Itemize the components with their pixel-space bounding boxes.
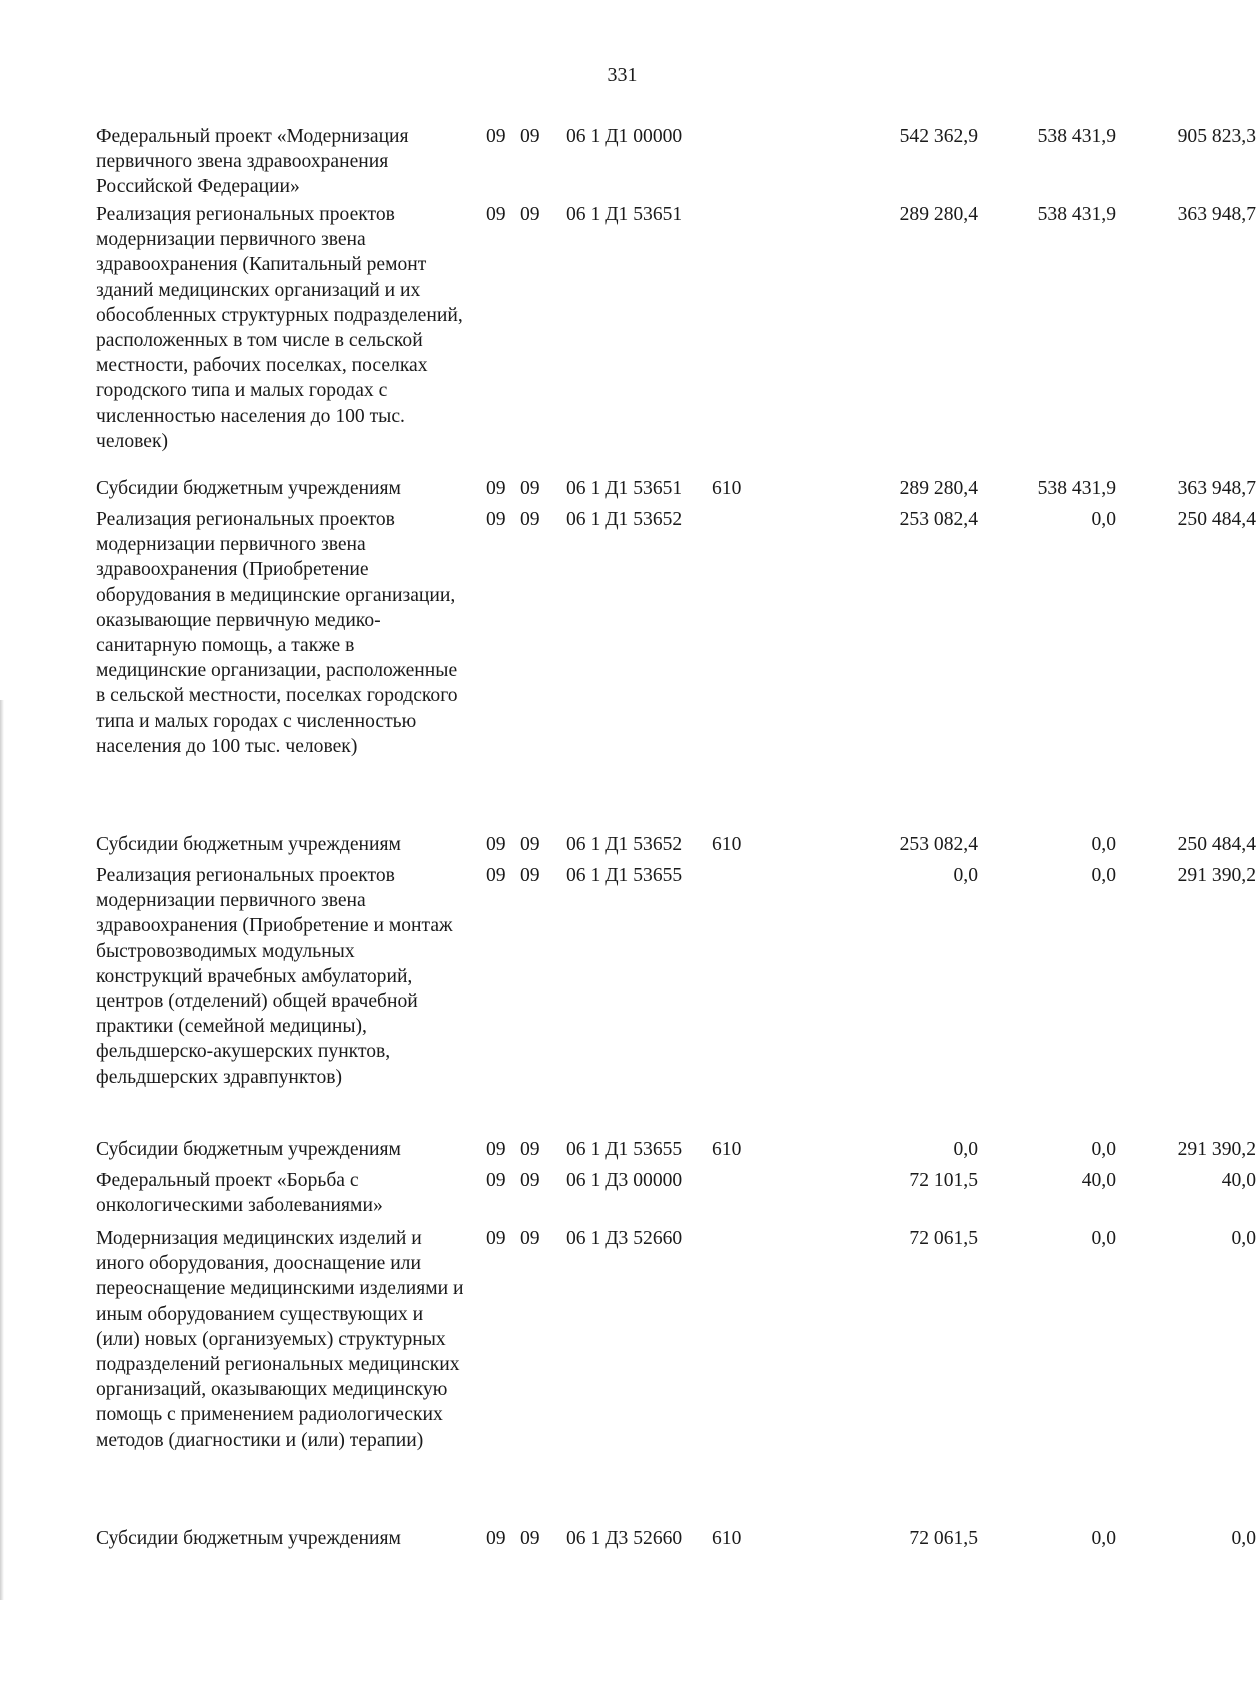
row-target-code: 06 1 Д1 53651 <box>566 478 683 499</box>
table-row <box>96 1226 1256 1526</box>
table-row <box>96 476 1256 507</box>
row-section: 09 <box>486 1170 506 1191</box>
table-row <box>96 202 1256 476</box>
row-section: 09 <box>486 865 506 886</box>
row-value-1: 0,0 <box>953 865 978 886</box>
row-value-2: 538 431,9 <box>1037 478 1116 499</box>
row-target-code: 06 1 Д3 52660 <box>566 1528 683 1549</box>
row-value-2: 538 431,9 <box>1037 204 1116 225</box>
table-row <box>96 507 1256 832</box>
row-value-3: 250 484,4 <box>1177 834 1256 855</box>
row-name: Реализация региональных проектов модернизации первичного звена здравоохранения (Капитальный ремонт зданий медицинских организаций и их обособленных структурных подразделений, расположенных в том числе в сельской местности, рабочих поселках, поселках городского типа и малых городах с численностью населения до 100 тыс. человек) <box>96 204 463 452</box>
row-name: Субсидии бюджетным учреждениям <box>96 1528 401 1549</box>
row-value-3: 0,0 <box>1231 1228 1256 1249</box>
row-value-2: 538 431,9 <box>1037 126 1116 147</box>
row-value-1: 289 280,4 <box>899 478 978 499</box>
row-name: Модернизация медицинских изделий и иного оборудования, дооснащение или переоснащение медицинскими изделиями и иным оборудованием существующих и (или) новых (организуемых) структурных подразделений региональных медицинских организаций, оказывающих медицинскую помощь с применением радиологических методов (диагностики и (или) терапии) <box>96 1228 464 1451</box>
row-name: Реализация региональных проектов модернизации первичного звена здравоохранения (Приобретение оборудования в медицинские организации, оказывающие первичную медико-санитарную помощь, а также в медицинские организации, расположенные в сельской местности, поселках городского типа и малых городах с численностью населения до 100 тыс. человек) <box>96 509 458 757</box>
row-value-1: 542 362,9 <box>899 126 978 147</box>
row-name: Субсидии бюджетным учреждениям <box>96 834 401 855</box>
row-target-code: 06 1 Д1 00000 <box>566 126 683 147</box>
table-row <box>96 1137 1256 1168</box>
row-subsection: 09 <box>520 204 540 225</box>
row-value-2: 40,0 <box>1081 1170 1116 1191</box>
budget-table <box>96 124 1256 1557</box>
row-subsection: 09 <box>520 1528 540 1549</box>
row-value-2: 0,0 <box>1091 834 1116 855</box>
row-value-3: 250 484,4 <box>1177 509 1256 530</box>
table-row <box>96 863 1256 1137</box>
row-value-3: 291 390,2 <box>1177 865 1256 886</box>
row-subsection: 09 <box>520 1139 540 1160</box>
row-value-1: 72 061,5 <box>909 1228 978 1249</box>
row-target-code: 06 1 Д1 53652 <box>566 509 683 530</box>
row-value-3: 363 948,7 <box>1177 478 1256 499</box>
row-target-code: 06 1 Д3 52660 <box>566 1228 683 1249</box>
row-value-1: 0,0 <box>953 1139 978 1160</box>
row-value-1: 72 061,5 <box>909 1528 978 1549</box>
row-target-code: 06 1 Д1 53655 <box>566 1139 683 1160</box>
row-section: 09 <box>486 1228 506 1249</box>
table-row <box>96 1526 1256 1557</box>
page-number: 331 <box>607 64 638 86</box>
row-value-3: 0,0 <box>1231 1528 1256 1549</box>
table-row <box>96 124 1256 202</box>
row-value-1: 253 082,4 <box>899 509 978 530</box>
row-section: 09 <box>486 478 506 499</box>
row-name: Субсидии бюджетным учреждениям <box>96 478 401 499</box>
row-subsection: 09 <box>520 834 540 855</box>
row-section: 09 <box>486 126 506 147</box>
row-subsection: 09 <box>520 509 540 530</box>
row-value-2: 0,0 <box>1091 865 1116 886</box>
row-name: Федеральный проект «Борьба с онкологическими заболеваниями» <box>96 1170 383 1217</box>
table-row <box>96 832 1256 863</box>
row-value-2: 0,0 <box>1091 1139 1116 1160</box>
row-section: 09 <box>486 204 506 225</box>
row-value-3: 40,0 <box>1221 1170 1256 1191</box>
row-subsection: 09 <box>520 1170 540 1191</box>
row-section: 09 <box>486 1139 506 1160</box>
row-subsection: 09 <box>520 1228 540 1249</box>
row-subsection: 09 <box>520 478 540 499</box>
row-name: Субсидии бюджетным учреждениям <box>96 1139 401 1160</box>
row-expense-type: 610 <box>712 834 742 855</box>
row-value-1: 289 280,4 <box>899 204 978 225</box>
scan-shadow <box>0 700 4 1600</box>
row-expense-type: 610 <box>712 1528 742 1549</box>
row-value-1: 253 082,4 <box>899 834 978 855</box>
row-value-2: 0,0 <box>1091 509 1116 530</box>
row-value-3: 363 948,7 <box>1177 204 1256 225</box>
row-target-code: 06 1 Д1 53655 <box>566 865 683 886</box>
row-expense-type: 610 <box>712 1139 742 1160</box>
row-section: 09 <box>486 834 506 855</box>
row-target-code: 06 1 Д1 53652 <box>566 834 683 855</box>
row-subsection: 09 <box>520 126 540 147</box>
row-value-3: 291 390,2 <box>1177 1139 1256 1160</box>
row-name: Федеральный проект «Модернизация первичного звена здравоохранения Российской Федерации» <box>96 126 409 198</box>
row-value-2: 0,0 <box>1091 1528 1116 1549</box>
row-expense-type: 610 <box>712 478 742 499</box>
row-target-code: 06 1 Д3 00000 <box>566 1170 683 1191</box>
row-name: Реализация региональных проектов модернизации первичного звена здравоохранения (Приобретение и монтаж быстровозводимых модульных конструкций врачебных амбулаторий, центров (отделений) общей врачебной практики (семейной медицины), фельдшерско-акушерских пунктов, фельдшерских здравпунктов) <box>96 865 453 1088</box>
row-value-3: 905 823,3 <box>1177 126 1256 147</box>
table-row <box>96 1168 1256 1226</box>
row-section: 09 <box>486 1528 506 1549</box>
row-value-2: 0,0 <box>1091 1228 1116 1249</box>
row-section: 09 <box>486 509 506 530</box>
row-subsection: 09 <box>520 865 540 886</box>
row-target-code: 06 1 Д1 53651 <box>566 204 683 225</box>
row-value-1: 72 101,5 <box>909 1170 978 1191</box>
